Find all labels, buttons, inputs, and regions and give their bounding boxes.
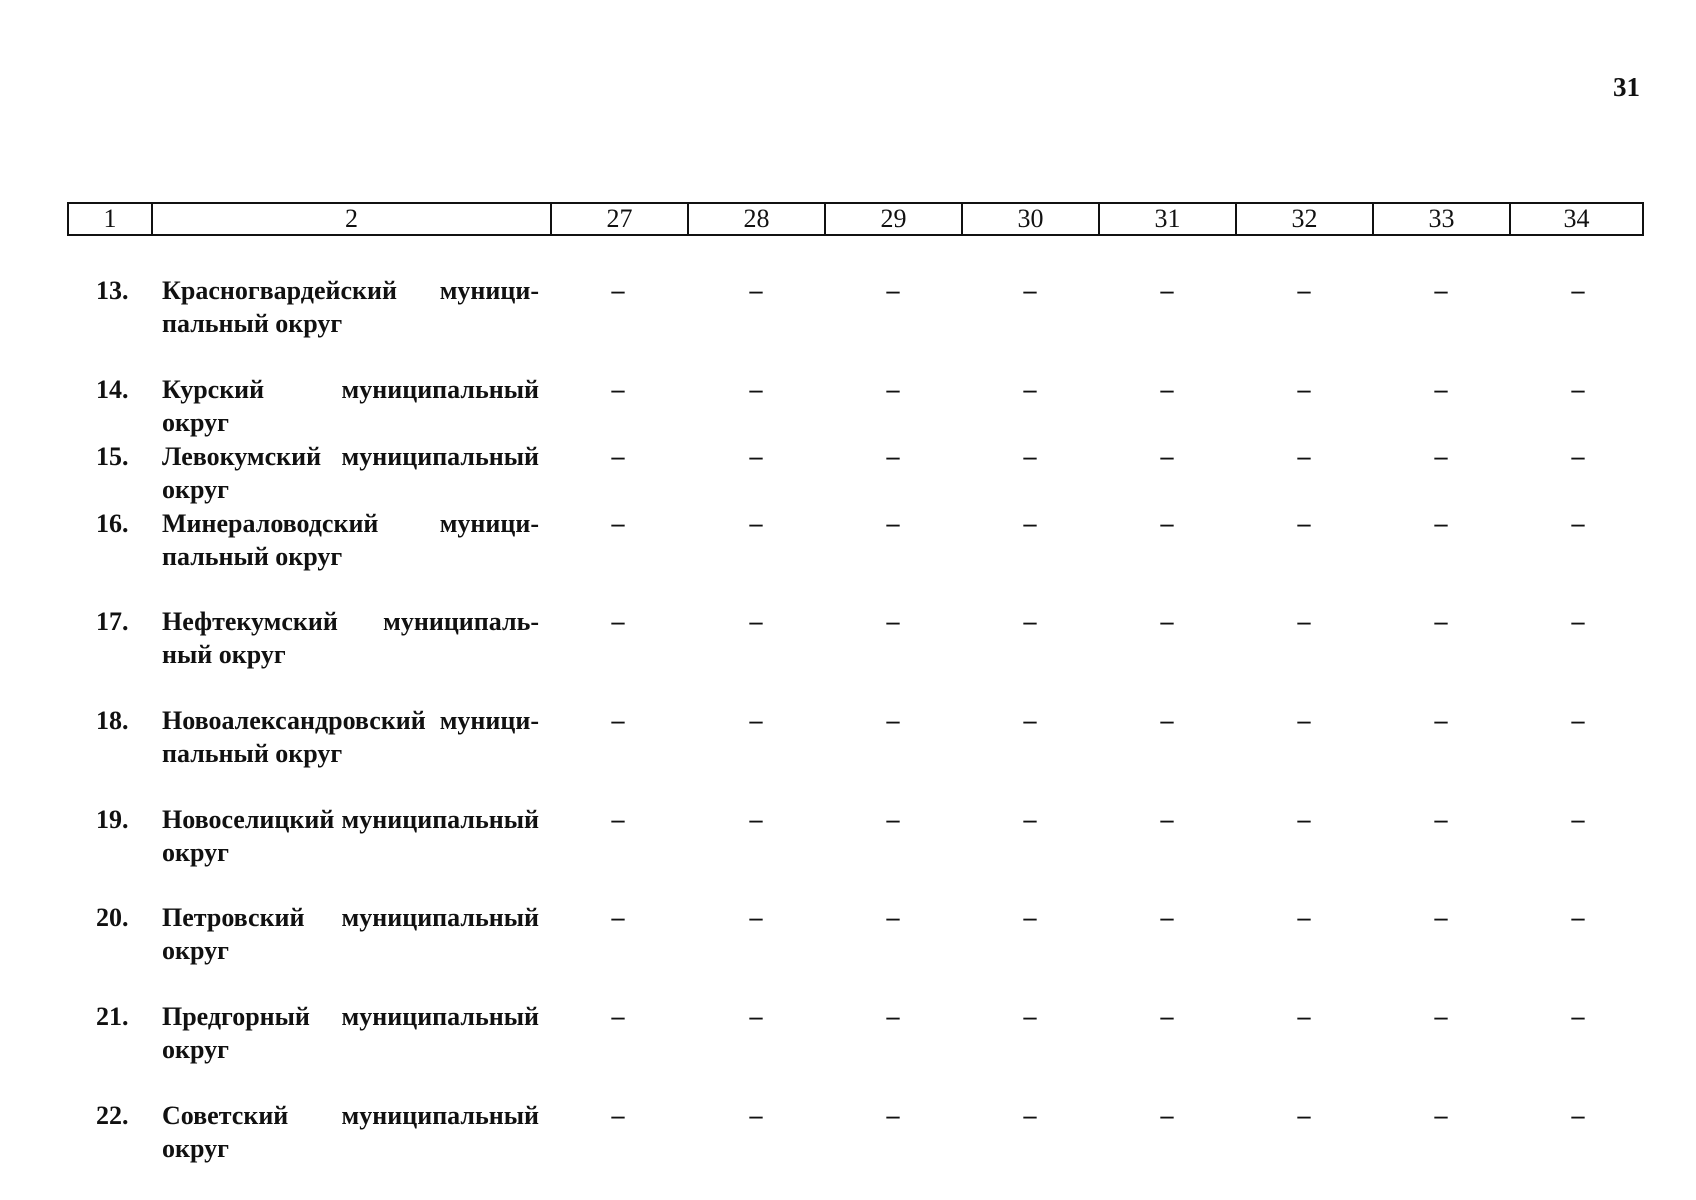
value-cell: – bbox=[749, 1101, 763, 1130]
value-cell: – bbox=[1023, 706, 1037, 735]
district-name-line: округ bbox=[162, 475, 229, 504]
header-cell: 31 bbox=[1099, 203, 1236, 235]
district-name-line: Новоалександровский муници- bbox=[162, 706, 539, 735]
district-name-line: Петровский муниципальный bbox=[162, 903, 539, 932]
value-cell: – bbox=[1571, 375, 1585, 404]
district-name-line: Курский муниципальный округ bbox=[162, 375, 539, 437]
district-name-line: Минераловодский муници- bbox=[162, 509, 539, 538]
value-cell: – bbox=[1160, 276, 1174, 305]
value-cell: – bbox=[886, 903, 900, 932]
value-cell: – bbox=[749, 903, 763, 932]
value-cell: – bbox=[749, 375, 763, 404]
value-cell: – bbox=[1571, 805, 1585, 834]
header-cell: 1 bbox=[68, 203, 152, 235]
value-cell: – bbox=[1023, 509, 1037, 538]
value-cell: – bbox=[1160, 1101, 1174, 1130]
value-cell: – bbox=[1434, 276, 1448, 305]
row-number: 18. bbox=[96, 706, 129, 735]
header-cell: 29 bbox=[825, 203, 962, 235]
value-cell: – bbox=[611, 442, 625, 471]
row-number: 14. bbox=[96, 375, 129, 404]
table-row bbox=[0, 1000, 1696, 1066]
district-name-line: Новоселицкий муниципальный bbox=[162, 805, 539, 834]
row-number: 20. bbox=[96, 903, 129, 932]
row-number: 22. bbox=[96, 1101, 129, 1130]
district-name-line: Левокумский муниципальный bbox=[162, 442, 539, 471]
value-cell: – bbox=[1434, 442, 1448, 471]
value-cell: – bbox=[749, 509, 763, 538]
district-name-line: пальный округ bbox=[162, 309, 343, 338]
value-cell: – bbox=[611, 509, 625, 538]
value-cell: – bbox=[1160, 509, 1174, 538]
value-cell: – bbox=[1160, 903, 1174, 932]
value-cell: – bbox=[1297, 805, 1311, 834]
value-cell: – bbox=[611, 375, 625, 404]
value-cell: – bbox=[1023, 805, 1037, 834]
header-cell: 30 bbox=[962, 203, 1099, 235]
value-cell: – bbox=[1297, 1002, 1311, 1031]
row-number: 13. bbox=[96, 276, 129, 305]
value-cell: – bbox=[886, 276, 900, 305]
value-cell: – bbox=[1571, 706, 1585, 735]
district-name bbox=[162, 373, 539, 439]
value-cell: – bbox=[1023, 1101, 1037, 1130]
district-name bbox=[162, 605, 539, 671]
value-cell: – bbox=[1160, 706, 1174, 735]
value-cell: – bbox=[749, 607, 763, 636]
column-header-table bbox=[67, 202, 1644, 236]
value-cell: – bbox=[1023, 903, 1037, 932]
value-cell: – bbox=[1023, 442, 1037, 471]
value-cell: – bbox=[886, 442, 900, 471]
value-cell: – bbox=[1297, 706, 1311, 735]
value-cell: – bbox=[886, 805, 900, 834]
district-name bbox=[162, 1099, 539, 1165]
value-cell: – bbox=[611, 903, 625, 932]
value-cell: – bbox=[886, 1002, 900, 1031]
value-cell: – bbox=[1023, 1002, 1037, 1031]
district-name-line: ный округ bbox=[162, 640, 286, 669]
value-cell: – bbox=[1571, 607, 1585, 636]
value-cell: – bbox=[1434, 1002, 1448, 1031]
row-number: 16. bbox=[96, 509, 129, 538]
value-cell: – bbox=[611, 276, 625, 305]
table-row bbox=[0, 373, 1696, 439]
value-cell: – bbox=[1571, 276, 1585, 305]
value-cell: – bbox=[1160, 375, 1174, 404]
value-cell: – bbox=[1297, 1101, 1311, 1130]
value-cell: – bbox=[1160, 442, 1174, 471]
header-cell: 33 bbox=[1373, 203, 1510, 235]
value-cell: – bbox=[1571, 1101, 1585, 1130]
value-cell: – bbox=[1297, 903, 1311, 932]
header-cell: 32 bbox=[1236, 203, 1373, 235]
value-cell: – bbox=[611, 1002, 625, 1031]
district-name bbox=[162, 440, 539, 506]
district-name-line: Советский муниципальный bbox=[162, 1101, 539, 1130]
value-cell: – bbox=[1571, 509, 1585, 538]
value-cell: – bbox=[1160, 607, 1174, 636]
value-cell: – bbox=[611, 706, 625, 735]
value-cell: – bbox=[1434, 1101, 1448, 1130]
value-cell: – bbox=[1434, 706, 1448, 735]
value-cell: – bbox=[1297, 375, 1311, 404]
district-name-line: Предгорный муниципальный bbox=[162, 1002, 539, 1031]
value-cell: – bbox=[1297, 276, 1311, 305]
table-row bbox=[0, 507, 1696, 573]
value-cell: – bbox=[749, 276, 763, 305]
district-name bbox=[162, 274, 539, 340]
value-cell: – bbox=[886, 1101, 900, 1130]
table-row bbox=[0, 803, 1696, 869]
value-cell: – bbox=[1434, 903, 1448, 932]
header-cell: 2 bbox=[152, 203, 551, 235]
value-cell: – bbox=[886, 509, 900, 538]
value-cell: – bbox=[611, 1101, 625, 1130]
value-cell: – bbox=[1023, 276, 1037, 305]
value-cell: – bbox=[1297, 607, 1311, 636]
value-cell: – bbox=[1023, 607, 1037, 636]
value-cell: – bbox=[749, 706, 763, 735]
table-row bbox=[0, 440, 1696, 506]
value-cell: – bbox=[1297, 442, 1311, 471]
value-cell: – bbox=[749, 805, 763, 834]
table-row bbox=[0, 1099, 1696, 1165]
value-cell: – bbox=[749, 1002, 763, 1031]
district-name bbox=[162, 803, 539, 869]
row-number: 19. bbox=[96, 805, 129, 834]
header-cell: 27 bbox=[551, 203, 688, 235]
value-cell: – bbox=[1160, 805, 1174, 834]
value-cell: – bbox=[1571, 1002, 1585, 1031]
value-cell: – bbox=[1571, 903, 1585, 932]
value-cell: – bbox=[886, 375, 900, 404]
district-name bbox=[162, 1000, 539, 1066]
table-row bbox=[0, 901, 1696, 967]
district-name-line: округ bbox=[162, 1134, 229, 1163]
value-cell: – bbox=[886, 706, 900, 735]
district-name bbox=[162, 901, 539, 967]
row-number: 17. bbox=[96, 607, 129, 636]
value-cell: – bbox=[611, 607, 625, 636]
district-name-line: пальный округ bbox=[162, 542, 343, 571]
value-cell: – bbox=[1160, 1002, 1174, 1031]
value-cell: – bbox=[1434, 375, 1448, 404]
value-cell: – bbox=[1434, 805, 1448, 834]
value-cell: – bbox=[1434, 509, 1448, 538]
value-cell: – bbox=[611, 805, 625, 834]
district-name-line: Нефтекумский муниципаль- bbox=[162, 607, 539, 636]
page-number: 31 bbox=[1613, 72, 1640, 102]
value-cell: – bbox=[1571, 442, 1585, 471]
value-cell: – bbox=[886, 607, 900, 636]
district-name bbox=[162, 704, 539, 770]
header-cell: 28 bbox=[688, 203, 825, 235]
value-cell: – bbox=[1297, 509, 1311, 538]
value-cell: – bbox=[1434, 607, 1448, 636]
table-row bbox=[0, 274, 1696, 340]
table-row bbox=[0, 605, 1696, 671]
table-row bbox=[0, 704, 1696, 770]
row-number: 15. bbox=[96, 442, 129, 471]
district-name-line: округ bbox=[162, 936, 229, 965]
header-row bbox=[68, 203, 1643, 235]
district-name-line: округ bbox=[162, 838, 229, 867]
district-name bbox=[162, 507, 539, 573]
header-cell: 34 bbox=[1510, 203, 1643, 235]
row-number: 21. bbox=[96, 1002, 129, 1031]
district-name-line: Красногвардейский муници- bbox=[162, 276, 539, 305]
value-cell: – bbox=[1023, 375, 1037, 404]
value-cell: – bbox=[749, 442, 763, 471]
district-name-line: пальный округ bbox=[162, 739, 343, 768]
district-name-line: округ bbox=[162, 1035, 229, 1064]
